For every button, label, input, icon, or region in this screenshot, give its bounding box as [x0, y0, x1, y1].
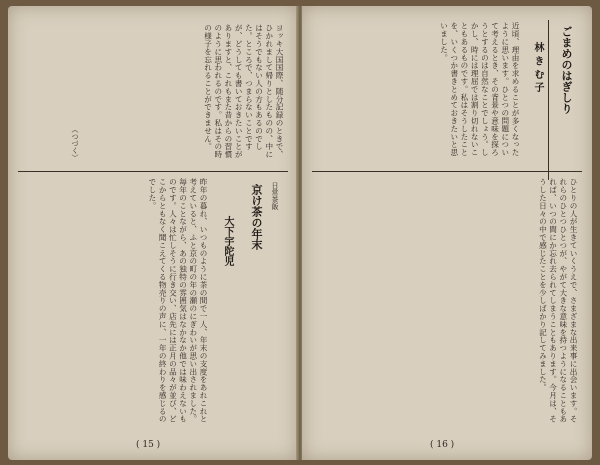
left-page-number: ( 15 ) — [136, 440, 161, 450]
right-lower-text: ひとりの人が生きていくうえで、さまざまな出来事に出会います。それらのひとつひとつが、やがて大きな意味を持つようになることもあれば、いつの間にか忘れ去られてしまうこともあります。今月は、そうした日々の中で感じたことを少しばかり記してみました。 — [538, 178, 578, 423]
right-author: 林 き む 子 — [532, 42, 543, 93]
left-closing-note: （つづく） — [71, 126, 79, 161]
left-upper-text: ヨッキ大国国際、随分記録のときで、ひかれまして帰りとしたものの、中にはそうでもない人の方もあるのでした。ところで、つまらないことですが、どうしても書いておきたいことがありますと、これもまた昔からの習慣のように思われるのです。私はその時の様子を忘れることができません。 — [203, 24, 284, 159]
right-page — [302, 6, 592, 460]
right-divider-rule — [312, 171, 582, 172]
left-page — [8, 6, 298, 460]
left-divider-rule — [18, 171, 288, 172]
right-page-number: ( 16 ) — [430, 440, 455, 450]
book-spread — [8, 6, 592, 460]
left-article-author: 大下宇陀児 — [222, 216, 233, 266]
right-title-rule — [548, 20, 549, 180]
right-section-title: ごまめのはぎしり — [560, 26, 573, 114]
left-article-title: 京け茶の年末 — [250, 184, 263, 250]
left-article-label: 日常茶飯 — [271, 182, 279, 210]
left-lower-text: 昨年の暮れ、いつものように茶の間で一人、年末の支度をあれこれと考えていると、ふと京の町の年の瀬のにぎわいが思い出されました。毎年のことながら、あの独特の雰囲気はなかなか他では味わえないものです。人々は忙しそうに行き交い、店先には正月の品々が並び、どこからともなく聞こえてくる物売りの声に、一年の終わりを感じるのでした。 — [147, 178, 208, 423]
right-upper-text: 近頃、理由を求めることが多くなったように思います。ひとつの問題について考えるとき、その背景や意味を探ろうとするのは自然なことでしょう。しかし、時には理屈では割り切れないこともあるものです。私はそうしたことを、いくつか書きとめておきたいと思いました。 — [439, 22, 520, 157]
